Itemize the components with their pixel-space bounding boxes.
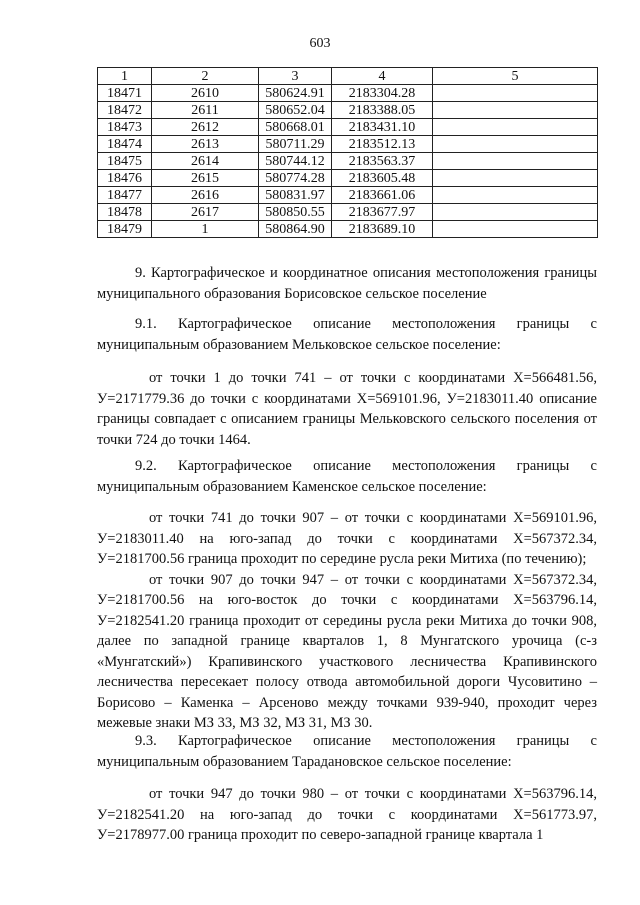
column-header: 1 <box>98 68 152 85</box>
table-cell: 2612 <box>152 119 259 136</box>
coordinates-table <box>97 67 598 238</box>
table-cell <box>433 85 598 102</box>
table-cell <box>433 153 598 170</box>
section-9-1-heading: 9.1. Картографическое описание местоположения границы с муниципальным образованием Мельковское сельское поселение: <box>97 316 597 353</box>
table-cell: 18478 <box>98 204 152 221</box>
paragraph: от точки 907 до точки 947 – от точки с координатами X=567372.34, У=2181700.56 на юго-восток до точки с координатами X=563796.14, У=2182541.20 граница проходит от середины русла реки Митиха до точки 908, далее по западной границе кварталов 1, 8 Мунгатского урочица (с-з «Мунгатский») Крапивинского участкового лесничества Крапивинского лесничества пересекает полосу отвода автомобильной дороги Чусовитино – Борисово – Каменка – Арсеново между точками 939-940, проходит через межевые знаки МЗ 33, МЗ 32, МЗ 31, МЗ 30. <box>97 571 597 731</box>
table-row <box>98 136 598 153</box>
column-header: 3 <box>259 68 332 85</box>
table-cell: 580711.29 <box>259 136 332 153</box>
table-cell: 580624.91 <box>259 85 332 102</box>
table-cell: 2614 <box>152 153 259 170</box>
section-9-3-body <box>97 784 597 846</box>
table-row <box>98 85 598 102</box>
table-row <box>98 221 598 238</box>
table-cell <box>433 119 598 136</box>
table-cell <box>433 170 598 187</box>
table-cell: 580668.01 <box>259 119 332 136</box>
table-cell: 18473 <box>98 119 152 136</box>
table-row <box>98 187 598 204</box>
section-9-2-body <box>97 508 597 734</box>
table-cell: 2183563.37 <box>332 153 433 170</box>
page-number: 603 <box>309 36 331 51</box>
column-header: 2 <box>152 68 259 85</box>
table-row <box>98 204 598 221</box>
table-cell: 2615 <box>152 170 259 187</box>
table-cell: 580850.55 <box>259 204 332 221</box>
table-cell: 2611 <box>152 102 259 119</box>
table-cell: 2617 <box>152 204 259 221</box>
table-cell: 18475 <box>98 153 152 170</box>
table-cell: 580744.12 <box>259 153 332 170</box>
table-cell <box>433 136 598 153</box>
section-9-3-heading: 9.3. Картографическое описание местоположения границы с муниципальным образованием Тарадановское сельское поселение: <box>97 733 597 770</box>
table-cell: 580831.97 <box>259 187 332 204</box>
table-row <box>98 170 598 187</box>
table-cell: 2616 <box>152 187 259 204</box>
table-cell: 2183661.06 <box>332 187 433 204</box>
paragraph: от точки 947 до точки 980 – от точки с координатами X=563796.14, У=2182541.20 на юго-запад до точки с координатами X=561773.97, У=2178977.00 граница проходит по северо-западной границе квартала 1 <box>97 786 597 843</box>
table-cell <box>433 187 598 204</box>
table-cell: 580864.90 <box>259 221 332 238</box>
table-cell: 2183605.48 <box>332 170 433 187</box>
table-row <box>98 119 598 136</box>
table-cell <box>433 102 598 119</box>
table-cell: 2183677.97 <box>332 204 433 221</box>
table-cell: 18472 <box>98 102 152 119</box>
table-cell: 2613 <box>152 136 259 153</box>
table-cell: 18474 <box>98 136 152 153</box>
table-header-row <box>98 68 598 85</box>
section-9 <box>97 263 597 304</box>
table-cell: 2183512.13 <box>332 136 433 153</box>
table-cell: 580774.28 <box>259 170 332 187</box>
section-9-2-heading: 9.2. Картографическое описание местоположения границы с муниципальным образованием Каменское сельское поселение: <box>97 458 597 495</box>
section-9-2 <box>97 456 597 497</box>
table-cell: 18477 <box>98 187 152 204</box>
table-cell: 1 <box>152 221 259 238</box>
table-cell <box>433 204 598 221</box>
section-9-1 <box>97 314 597 355</box>
table-cell: 18476 <box>98 170 152 187</box>
table-cell: 580652.04 <box>259 102 332 119</box>
table-cell: 18471 <box>98 85 152 102</box>
table-cell: 2183431.10 <box>332 119 433 136</box>
paragraph: от точки 741 до точки 907 – от точки с координатами X=569101.96, У=2183011.40 на юго-запад до точки с координатами X=567372.34, У=2181700.56 граница проходит по середине русла реки Митиха (по течению); <box>97 510 597 567</box>
table-cell <box>433 221 598 238</box>
column-header: 4 <box>332 68 433 85</box>
table-row <box>98 153 598 170</box>
table-row <box>98 102 598 119</box>
table-cell: 18479 <box>98 221 152 238</box>
table-cell: 2610 <box>152 85 259 102</box>
column-header: 5 <box>433 68 598 85</box>
section-9-heading: 9. Картографическое и координатное описания местоположения границы муниципального образования Борисовское сельское поселение <box>97 265 597 302</box>
table-cell: 2183388.05 <box>332 102 433 119</box>
paragraph: от точки 1 до точки 741 – от точки с координатами X=566481.56, У=2171779.36 до точки с координатами X=569101.96, У=2183011.40 описание границы совпадает с описанием границы Мельковского сельского поселения от точки 724 до точки 1464. <box>97 370 597 448</box>
table-cell: 2183689.10 <box>332 221 433 238</box>
section-9-3 <box>97 731 597 772</box>
table-cell: 2183304.28 <box>332 85 433 102</box>
section-9-1-body <box>97 368 597 450</box>
